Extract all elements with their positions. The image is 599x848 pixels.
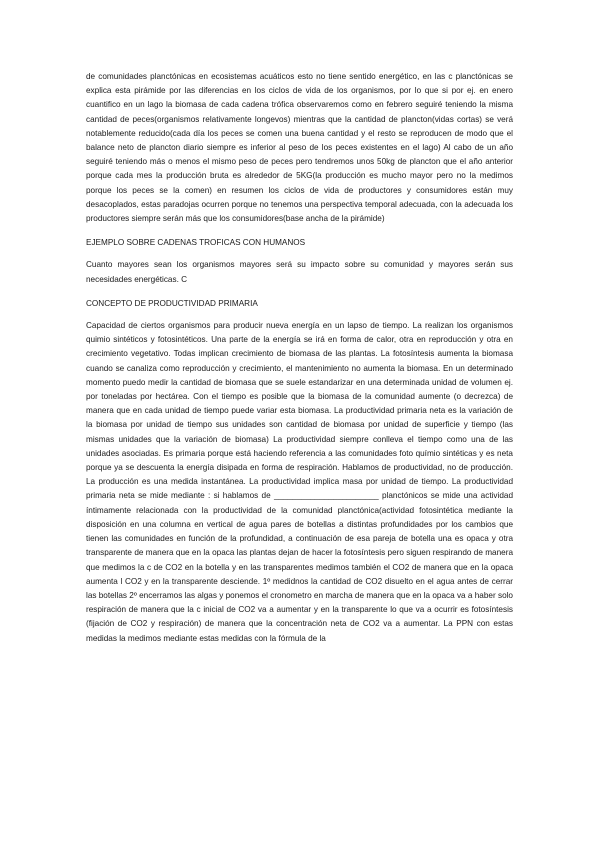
paragraph-ecosystems: de comunidades planctónicas en ecosistemas acuáticos esto no tiene sentido energético, en las c planctónicas se explica esta pirámide por las diferencias en los ciclos de vida de los organismos, por lo que si por ej. en enero cuantifico en un lago la biomasa de cada cadena trófica observaremos como en febrero seguiré teniendo la misma cantidad de peces(organismos relativamente longevos) mientras que la cantidad de plancton(vidas cortas) se verá notablemente reducido(cada día los peces se comen una buena cantidad y el resto se reproducen de modo que el balance neto de plancton diario siempre es inferior al peso de los peces existentes en el lago) Al cabo de un año seguiré teniendo más o menos el mismo peso de peces pero tendremos unos 50kg de plancton que el año anterior porque cada mes la producción bruta es alrededor de 5KG(la producción es mucho mayor pero no la medimos porque los peces se la comen) en resumen los ciclos de vida de productores y consumidores están muy desacoplados, estas paradojas ocurren porque no tenemos una perspectiva temporal adecuada, con la adecuada los productores siempre serán más que los consumidores(base ancha de la pirámide) [86, 72, 513, 224]
heading-trophic-chains-humans: EJEMPLO SOBRE CADENAS TROFICAS CON HUMANOS [86, 238, 306, 248]
heading-primary-productivity: CONCEPTO DE PRODUCTIVIDAD PRIMARIA [86, 298, 258, 308]
paragraph-primary-productivity: Capacidad de ciertos organismos para producir nueva energía en un lapso de tiempo. La realizan los organismos quimio sintéticos y fotosintéticos. Una parte de la energía se irá en forma de calor, otra en reproducción y otra en crecimiento vegetativo. Todas implican crecimiento de biomasa de las plantas. La fotosíntesis aumenta la biomasa cuando se canaliza como reproducción y crecimiento, el mantenimiento no aumenta la biomasa. En un determinado momento puedo medir la cantidad de biomasa que se suele estandarizar en una determinada unidad de volumen ej. por toneladas por hectárea. Con el tiempo es posible que la biomasa de la comunidad aumente (o decrezca) de manera que en cada unidad de tiempo puede variar esta biomasa. La productividad primaria neta es la variación de la biomasa por unidad de tiempo sus unidades son cantidad de biomasa por unidad de superficie y tiempo (las mismas unidades que la variación de biomasa) La productividad siempre conlleva el tiempo como una de las unidades asociadas. Es primaria porque está haciendo referencia a las comunidades foto químio sintéticas y es neta porque ya se descuenta la energía disipada en forma de respiración. Hablamos de productividad, no de producción. La producción es una medida instantánea. La productividad implica masa por unidad de tiempo. La productividad primaria neta se mide mediante : si hablamos de _______________________ planctónicos se mide una actividad íntimamente relacionada con la productividad de la comunidad planctónica(actividad fotosintética mediante la disposición en una columna en vertical de agua pares de botellas a distintas profundidades por los cambios que tienen las comunidades en función de la profundidad, a continuación de esa pareja de botella una es opaca y otra transparente de manera que en la opaca las plantas dejan de hacer la fotosíntesis pero siguen respirando de manera que medimos la c de CO2 en la botella y en las transparentes medimos también el CO2 de manera que en la opaca aumenta l CO2 y en la transparente desciende. 1º medidnos la cantidad de CO2 disuelto en el agua antes de cerrar las botellas 2º encerramos las algas y ponemos el cronometro en marcha de manera que en la opaca va a haber solo respiración de manera que la c inicial de CO2 va a aumentar y en la transparente lo que va a ocurrir es fotosíntesis (fijación de CO2 y respiración) de manera que la concentración neta de CO2 va a aumentar. La PPN con estas medidas la medimos mediante estas medidas con la fórmula de la [86, 321, 513, 643]
paragraph-organism-size: Cuanto mayores sean los organismos mayores será su impacto sobre su comunidad y mayores serán sus necesidades energéticas. C [86, 260, 513, 284]
